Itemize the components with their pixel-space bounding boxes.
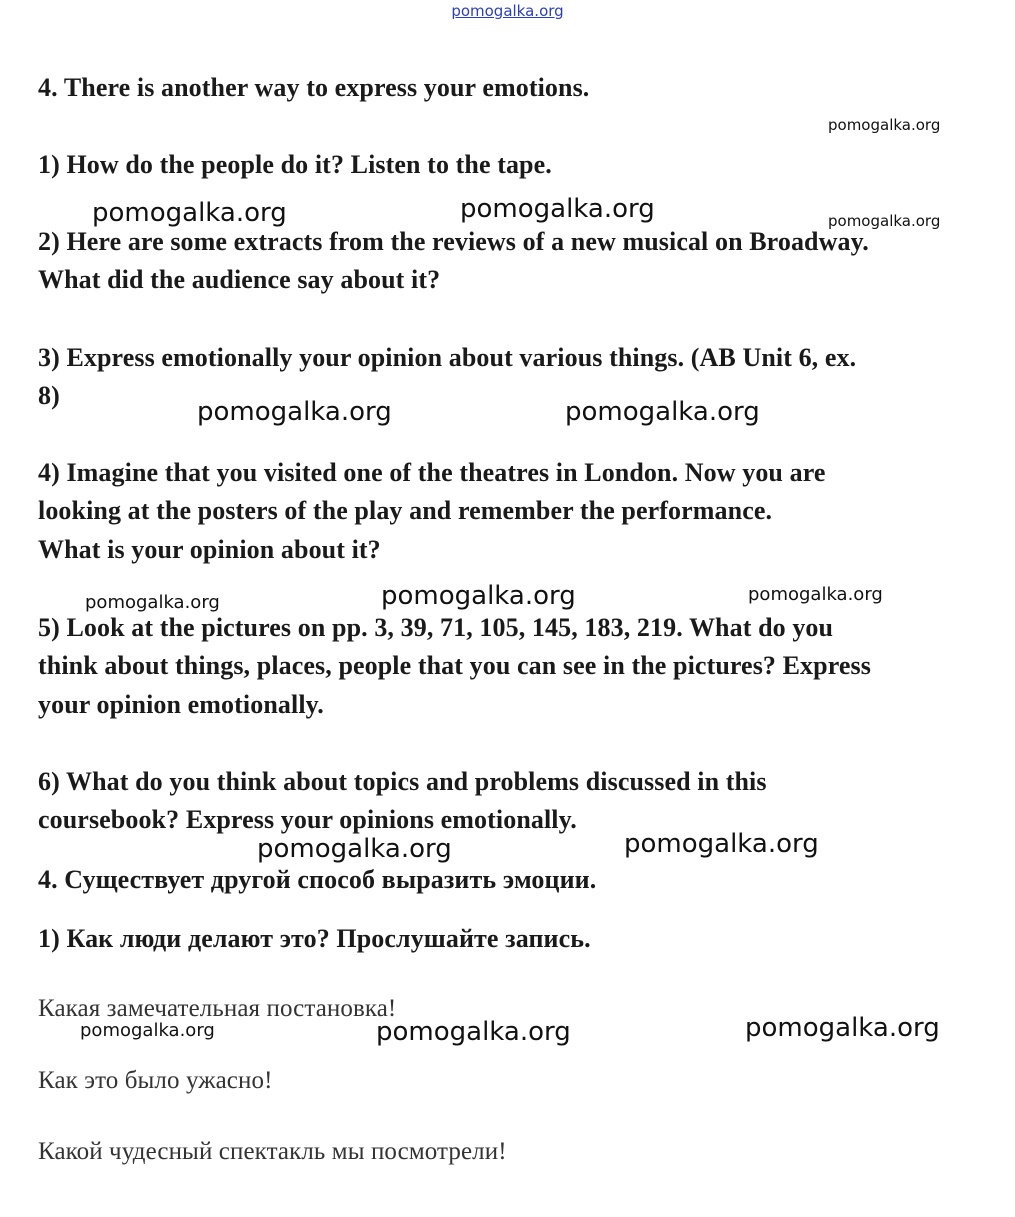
site-header-link[interactable]: pomogalka.org [451,2,564,20]
watermark: pomogalka.org [381,581,576,611]
watermark: pomogalka.org [197,397,392,427]
watermark: pomogalka.org [376,1017,571,1047]
task3-line: 3) Express emotionally your opinion about various things. (AB Unit 6, ex. [38,343,857,372]
watermark: pomogalka.org [748,584,883,605]
task5-line: think about things, places, people that you can see in the pictures? Express [38,651,871,680]
task1-line: 1) How do the people do it? Listen to the tape. [38,150,552,179]
russian-example: Какой чудесный спектакль мы посмотрели! [38,1138,507,1165]
task5-line: your opinion emotionally. [38,690,324,719]
watermark: pomogalka.org [92,198,287,228]
task4-line: looking at the posters of the play and remember the performance. [38,496,773,525]
russian-task1: 1) Как люди делают это? Прослушайте запись. [38,924,591,953]
watermark: pomogalka.org [828,212,941,230]
watermark: pomogalka.org [85,592,220,613]
watermark: pomogalka.org [565,397,760,427]
task6-line: coursebook? Express your opinions emotionally. [38,805,577,834]
task6-line: 6) What do you think about topics and problems discussed in this [38,767,767,796]
watermark: pomogalka.org [624,829,819,859]
watermark: pomogalka.org [460,194,655,224]
watermark: pomogalka.org [745,1013,940,1043]
russian-heading: 4. Существует другой способ выразить эмоции. [38,865,597,894]
watermark: pomogalka.org [80,1020,215,1041]
task4-line: 4) Imagine that you visited one of the theatres in London. Now you are [38,458,826,487]
russian-example: Какая замечательная постановка! [38,995,397,1022]
task2-line: What did the audience say about it? [38,265,441,294]
english-heading: 4. There is another way to express your emotions. [38,73,590,102]
task2-line: 2) Here are some extracts from the reviews of a new musical on Broadway. [38,227,869,256]
task5-line: 5) Look at the pictures on pp. 3, 39, 71, 105, 145, 183, 219. What do you [38,613,834,642]
watermark: pomogalka.org [257,834,452,864]
task4-line: What is your opinion about it? [38,535,381,564]
watermark: pomogalka.org [828,116,941,134]
russian-example: Как это было ужасно! [38,1067,273,1094]
task3-line: 8) [38,381,60,410]
